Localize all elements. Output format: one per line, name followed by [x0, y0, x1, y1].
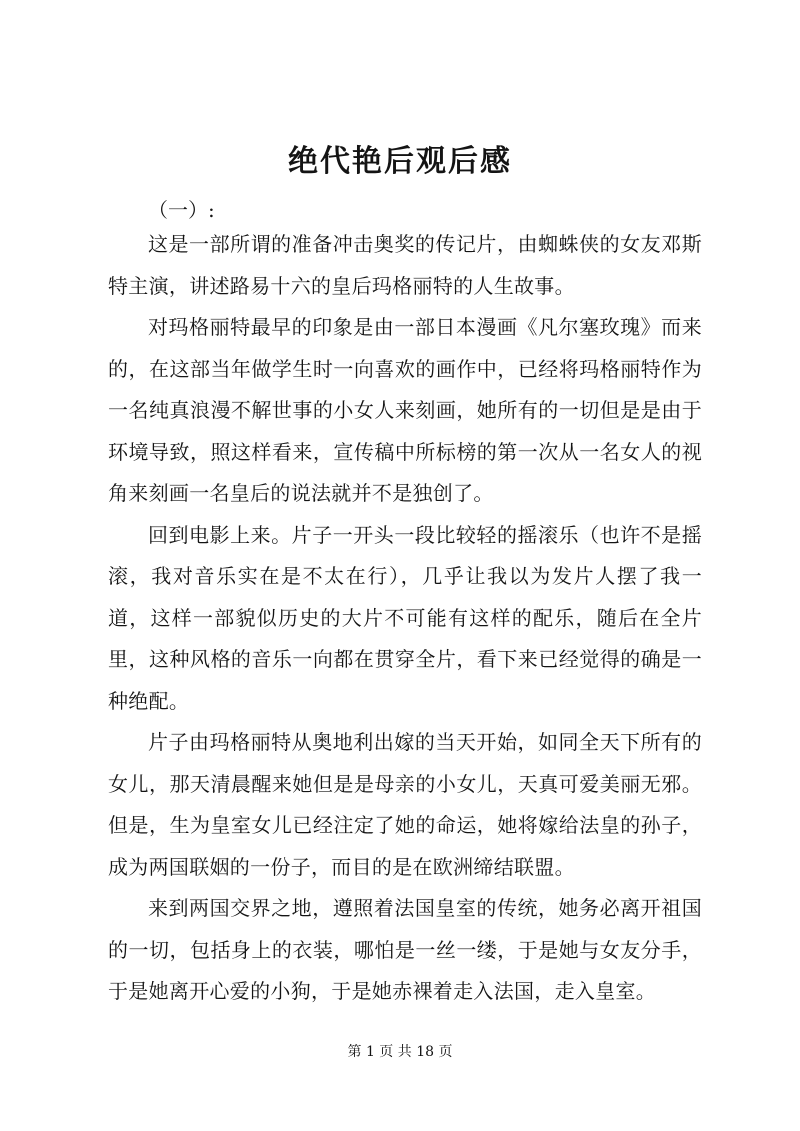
paragraph: 片子由玛格丽特从奥地利出嫁的当天开始，如同全天下所有的女儿，那天清晨醒来她但是是母亲的小女儿，天真可爱美丽无邪。但是，生为皇室女儿已经注定了她的命运，她将嫁给法皇的孙子，成为两国联姻的一份子，而目的是在欧洲缔结联盟。 — [108, 730, 702, 879]
paragraph: 回到电影上来。片子一开头一段比较轻的摇滚乐（也许不是摇滚，我对音乐实在是不太在行），几乎让我以为发片人摆了我一道，这样一部貌似历史的大片不可能有这样的配乐，随后在全片里，这种风格的音乐一向都在贯穿全片，看下来已经觉得的确是一种绝配。 — [108, 522, 702, 713]
paragraph: 来到两国交界之地，遵照着法国皇室的传统，她务必离开祖国的一切，包括身上的衣装，哪怕是一丝一缕，于是她与女友分手，于是她离开心爱的小狗，于是她赤裸着走入法国，走入皇室。 — [108, 896, 702, 1003]
section-label: （一）: — [148, 198, 215, 222]
paragraph: 对玛格丽特最早的印象是由一部日本漫画《凡尔塞玫瑰》而来的，在这部当年做学生时一向喜欢的画作中，已经将玛格丽特作为一名纯真浪漫不解世事的小女人来刻画，她所有的一切但是是由于环境导致，照这样看来，宣传稿中所标榜的第一次从一名女人的视角来刻画一名皇后的说法就并不是独创了。 — [108, 315, 702, 505]
page-footer: 第 1 页 共 18 页 — [347, 1044, 453, 1060]
paragraph: 这是一部所谓的准备冲击奥奖的传记片，由蜘蛛侠的女友邓斯特主演，讲述路易十六的皇后玛格丽特的人生故事。 — [108, 232, 702, 298]
document-body — [108, 224, 702, 1013]
document-title: 绝代艳后观后感 — [288, 144, 512, 179]
